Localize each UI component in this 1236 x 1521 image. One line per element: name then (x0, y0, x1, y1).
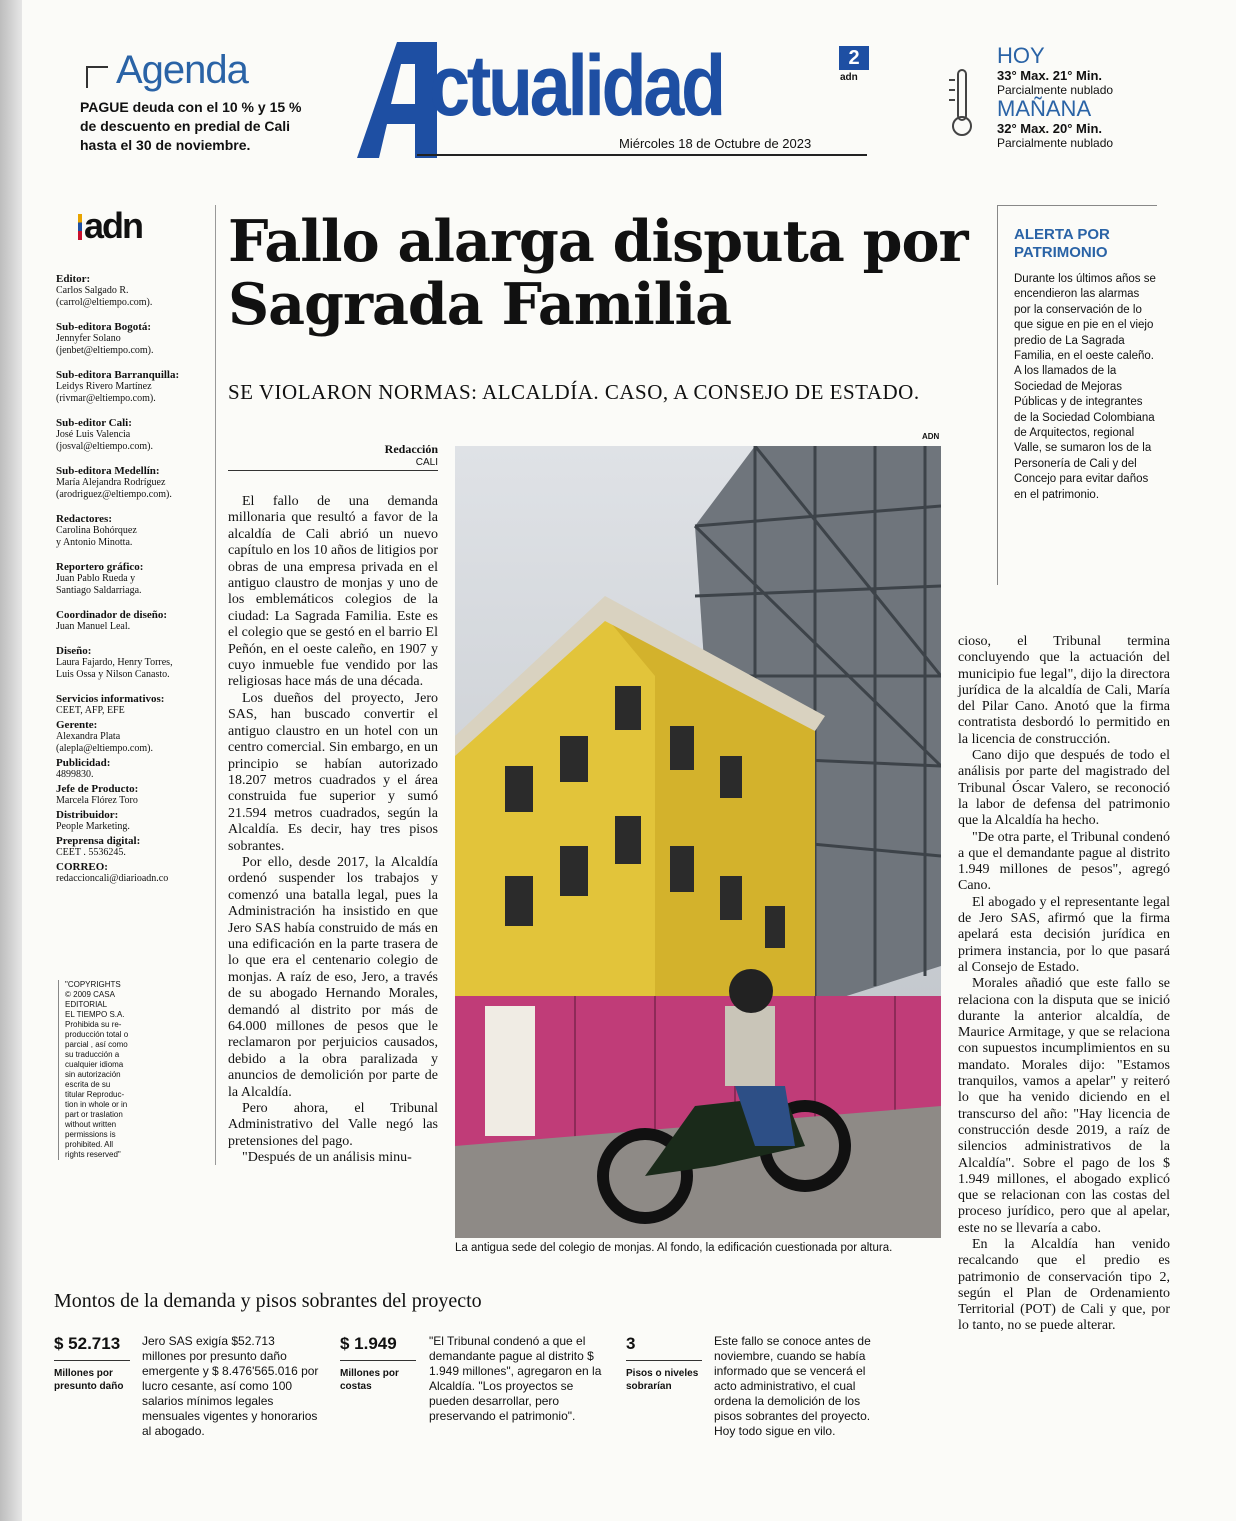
logo-a-icon (357, 42, 437, 158)
alert-text (1014, 272, 1157, 503)
article-paragraph: El abogado y el representante legal de Jero SAS, afirmó que la firma apelará esta decisión jurídica en primera instancia, por lo que pasará al Consejo de Estado. (958, 894, 1170, 975)
article-paragraph: En la Alcaldía han venido recalcando que el predio es patrimonio de conservación tipo 2, según el Plan de Ordenamiento Territorial (POT) de Cali y que, por lo tanto, no se puede alterar. (958, 1236, 1170, 1334)
staff-role: CORREO: (56, 861, 108, 873)
weather-today-temp: 33° Max. 21° Min. (997, 68, 1103, 83)
staff-entry (56, 417, 207, 453)
stat-text: Este fallo se conoce antes de noviembre, cuando se había informado que se vencerá el acto administrativo, el cual ordena la demolición de los pisos sobrantes del proyecto. Hoy todo sigue en vilo. (714, 1334, 871, 1438)
byline-author: Redacción (384, 442, 438, 456)
article-paragraph: Cano dijo que después de todo el análisis por parte del magistrado del Tribunal Óscar Valero, se reconoció la labor de defensa del patrimonio que la Alcaldía ha hecho. (958, 748, 1170, 829)
agenda-box (80, 46, 320, 155)
staff-role: Reportero gráfico: (56, 561, 144, 573)
agenda-title: Agenda (116, 48, 248, 92)
staff-role: Diseño: (56, 645, 92, 657)
stat-floors (626, 1334, 702, 1393)
building-illustration (455, 446, 941, 1238)
staff-list-compact (56, 693, 207, 885)
stat-text: "El Tribunal condenó a que el demandante pague al distrito $ 1.949 millones", agregaron en la Alcaldía. "Los proyectos se pueden desarrollar, pero preservando el patrimonio". (429, 1334, 602, 1423)
staff-role: Editor: (56, 273, 91, 285)
stat-demand (54, 1334, 134, 1393)
logo-color-bar (78, 214, 82, 240)
staff-role: Sub-editora Medellín: (56, 465, 160, 477)
agenda-text: PAGUE deuda con el 10 % y 15 % de descuento en predial de Cali hasta el 30 de noviembre. (80, 99, 302, 153)
staff-role: Sub-editora Barranquilla: (56, 369, 180, 381)
staff-names: CEET . 5536245. (56, 847, 126, 858)
staff-role: Publicidad: (56, 757, 111, 769)
article-paragraph: Los dueños del proyecto, Jero SAS, han buscado convertir el antiguo claustro en un hotel con un centro comercial. Sin embargo, en un principio se habían autorizado 18.207 metros cuadrados y el área construida fue superior y sumó 21.594 metros cuadrados, según la Alcaldía. Es decir, hay tres pisos sobrantes. (228, 690, 438, 854)
staff-entry (56, 369, 207, 405)
staff-entry (56, 561, 207, 597)
staff-role: Jefe de Producto: (56, 783, 139, 795)
stat-text: Jero SAS exigía $52.713 millones por presunto daño emergente y $ 8.476'565.016 por lucro cesante, así como 100 salarios mínimos legales mensuales vigentes y honorarios al abogado. (142, 1334, 319, 1438)
stat-label: Millones por presunto daño (54, 1368, 124, 1392)
staff-role: Gerente: (56, 719, 98, 731)
staff-entry (56, 465, 207, 501)
staff-role: Servicios informativos: (56, 693, 165, 705)
staff-names: María Alejandra Rodríguez (arodriguez@eltiempo.com). (56, 477, 172, 500)
byline-place: CALI (415, 457, 438, 468)
staff-names: Alexandra Plata (alepla@eltiempo.com). (56, 731, 153, 754)
stats-title: Montos de la demanda y pisos sobrantes del proyecto (54, 1290, 482, 1312)
staff-entry (56, 835, 207, 859)
staff-names: Jennyfer Solano (jenbet@eltiempo.com). (56, 333, 154, 356)
photo-caption: La antigua sede del colegio de monjas. Al fondo, la edificación cuestionada por altura. (455, 1242, 893, 1254)
article-paragraph: "Después de un análisis minu- (242, 1150, 412, 1166)
stat-label: Millones por costas (340, 1368, 399, 1392)
staff-entry (56, 719, 207, 755)
subheadline: SE VIOLARON NORMAS: ALCALDÍA. CASO, A CONSEJO DE ESTADO. (228, 380, 920, 404)
section-title: ctualidad (429, 38, 723, 134)
weather-today-desc: Parcialmente nublado (997, 83, 1114, 97)
staff-entry (56, 693, 207, 717)
alert-sidebar (997, 205, 1157, 585)
staff-entry (56, 645, 207, 681)
staff-entry (56, 321, 207, 357)
article-paragraph: Pero ahora, el Tribunal Administrativo del Valle negó las pretensiones del pago. (228, 1101, 438, 1149)
copyright-notice: "COPYRIGHTS © 2009 CASA EDITORIAL EL TIEMPO S.A. Prohibida su re- producción total o parcial , así como su traducción a cualquier idioma sin autorización escrita de su titular Reproduc- tion in whole or in part or traslation without written permissions is prohibited. All rights reserved" (58, 980, 138, 1160)
page-number-badge: 2 (839, 46, 869, 70)
staff-list (56, 273, 207, 681)
staff-entry (56, 609, 207, 633)
article-column-3 (958, 634, 1170, 1335)
thermometer-icon (947, 68, 977, 138)
stat-value: 3 (626, 1334, 702, 1361)
staff-names: People Marketing. (56, 821, 130, 832)
article-paragraph: "De otra parte, el Tribunal condenó a que el demandante pague al distrito 1.949 millones de pesos", agregó Cano. (958, 829, 1170, 894)
staff-entry (56, 757, 207, 781)
staff-names: Juan Manuel Leal. (56, 621, 131, 632)
section-logo (357, 38, 877, 158)
article-paragraph: Por ello, desde 2017, la Alcaldía ordenó suspender los trabajos y comenzó una batalla legal, pues la Administración ha insistido en que Jero SAS había construido de más en una edificación en la parte trasera de lo que era el centenario colegio de monjas. A raíz de eso, Jero, a través de su abogado Hernando Morales, demandó al distrito por más de 64.000 millones de pesos que le reclamaron por perjuicios causados, debido a la obra paralizada y anuncios de demolición por parte de la Alcaldía. (228, 854, 438, 1100)
article-paragraph: cioso, el Tribunal termina concluyendo que la actuación del municipio fue legal", dijo la directora jurídica de la alcaldía de Cali, María del Pilar Cano. Anotó que la firma contratista desbordó lo permitido en la licencia de construcción. (958, 634, 1170, 747)
alert-paragraph: A los llamados de la Sociedad de Mejoras Públicas y de integrantes de la Sociedad Colombiana de Arquitectos, regional Valle, se sumaron los de la Personería de Cali y del Concejo para evitar daños en el patrimonio. (1014, 365, 1155, 501)
photo-credit: ADN (922, 432, 940, 441)
staff-entry (56, 809, 207, 833)
article-paragraph: Morales añadió que este fallo se relaciona con la disputa que se inició durante la anterior alcaldía, de Maurice Armitage, y que se relaciona con supuestos incumplimientos en su mandato. Morales dijo: "Estamos tranquilos, vamos a apelar" y reiteró lo que ha venido diciendo en el transcurso del año: "Hay licencia de construcción desde 2019, a raíz de silencios administrativos de la Alcaldía". Sobre el pago de los $ 1.949 millones, el abogado explicó que se relacionan con las costas del proceso jurídico, pero que al apelar, este no se llevaría a cabo. (958, 976, 1170, 1236)
article-paragraph: El fallo de una demanda millonaria que resultó a favor de la alcaldía de Cali abrió un nuevo capítulo en los 10 años de litigios por obras de una empresa privada en el antiguo claustro de monjas y uno de los emblemáticos colegios de la ciudad: La Sagrada Familia. Este es el colegio que se gestó en el barrio El Peñón, en el oeste caleño, en 1907 y cuyo inmueble fue vendido por las religiosas hace más de una década. (228, 494, 438, 690)
bracket-icon (86, 66, 108, 88)
staff-names: 4899830. (56, 769, 94, 780)
staff-names: Carolina Bohórquez y Antonio Minotta. (56, 525, 137, 548)
staff-names: Marcela Flórez Toro (56, 795, 138, 806)
weather-box (947, 44, 1147, 150)
staff-names: Leidys Rivero Martínez (rivmar@eltiempo.com). (56, 381, 156, 404)
divider (417, 154, 867, 156)
stat-value: $ 52.713 (54, 1334, 130, 1361)
weather-tomorrow-label: MAÑANA (997, 96, 1092, 121)
staff-names: redaccioncali@diarioadn.co (56, 873, 169, 884)
staff-role: Preprensa digital: (56, 835, 141, 847)
newspaper-page (22, 0, 1236, 1521)
article-column-1 (228, 494, 438, 1167)
stat-label: Pisos o niveles sobrarían (626, 1368, 699, 1392)
weather-tomorrow-desc: Parcialmente nublado (997, 136, 1114, 150)
staff-entry (56, 861, 207, 885)
staff-role: Redactores: (56, 513, 112, 525)
stat-costs (340, 1334, 416, 1393)
stat-value: $ 1.949 (340, 1334, 416, 1361)
staff-role: Sub-editor Cali: (56, 417, 132, 429)
alert-paragraph: Durante los últimos años se encendieron las alarmas por la conservación de lo que sigue en pie en el viejo predio de La Sagrada Familia, en el oeste caleño. (1014, 273, 1156, 363)
staff-names: Carlos Salgado R. (carrol@eltiempo.com). (56, 285, 153, 308)
staff-role: Distribuidor: (56, 809, 119, 821)
page-gutter-shadow (0, 0, 22, 1521)
weather-today-label: HOY (997, 43, 1045, 68)
adn-logo-text: adn (84, 205, 143, 246)
article-photo (455, 446, 941, 1238)
staff-entry (56, 513, 207, 549)
staff-names: Laura Fajardo, Henry Torres, Luis Ossa y Nilson Canasto. (56, 657, 173, 680)
badge-brand: adn (840, 72, 858, 83)
byline (228, 442, 438, 471)
staff-names: Juan Pablo Rueda y Santiago Saldarriaga. (56, 573, 142, 596)
headline: Fallo alarga disputa por Sagrada Familia (228, 208, 968, 338)
staff-entry (56, 273, 207, 309)
adn-logo (56, 205, 207, 247)
alert-title: ALERTA POR PATRIMONIO (1014, 226, 1110, 261)
staff-names: CEET, AFP, EFE (56, 705, 125, 716)
staff-role: Sub-editora Bogotá: (56, 321, 152, 333)
weather-tomorrow-temp: 32° Max. 20° Min. (997, 121, 1103, 136)
issue-date: Miércoles 18 de Octubre de 2023 (619, 136, 812, 151)
staff-names: José Luis Valencia (josval@eltiempo.com). (56, 429, 153, 452)
staff-entry (56, 783, 207, 807)
staff-role: Coordinador de diseño: (56, 609, 168, 621)
